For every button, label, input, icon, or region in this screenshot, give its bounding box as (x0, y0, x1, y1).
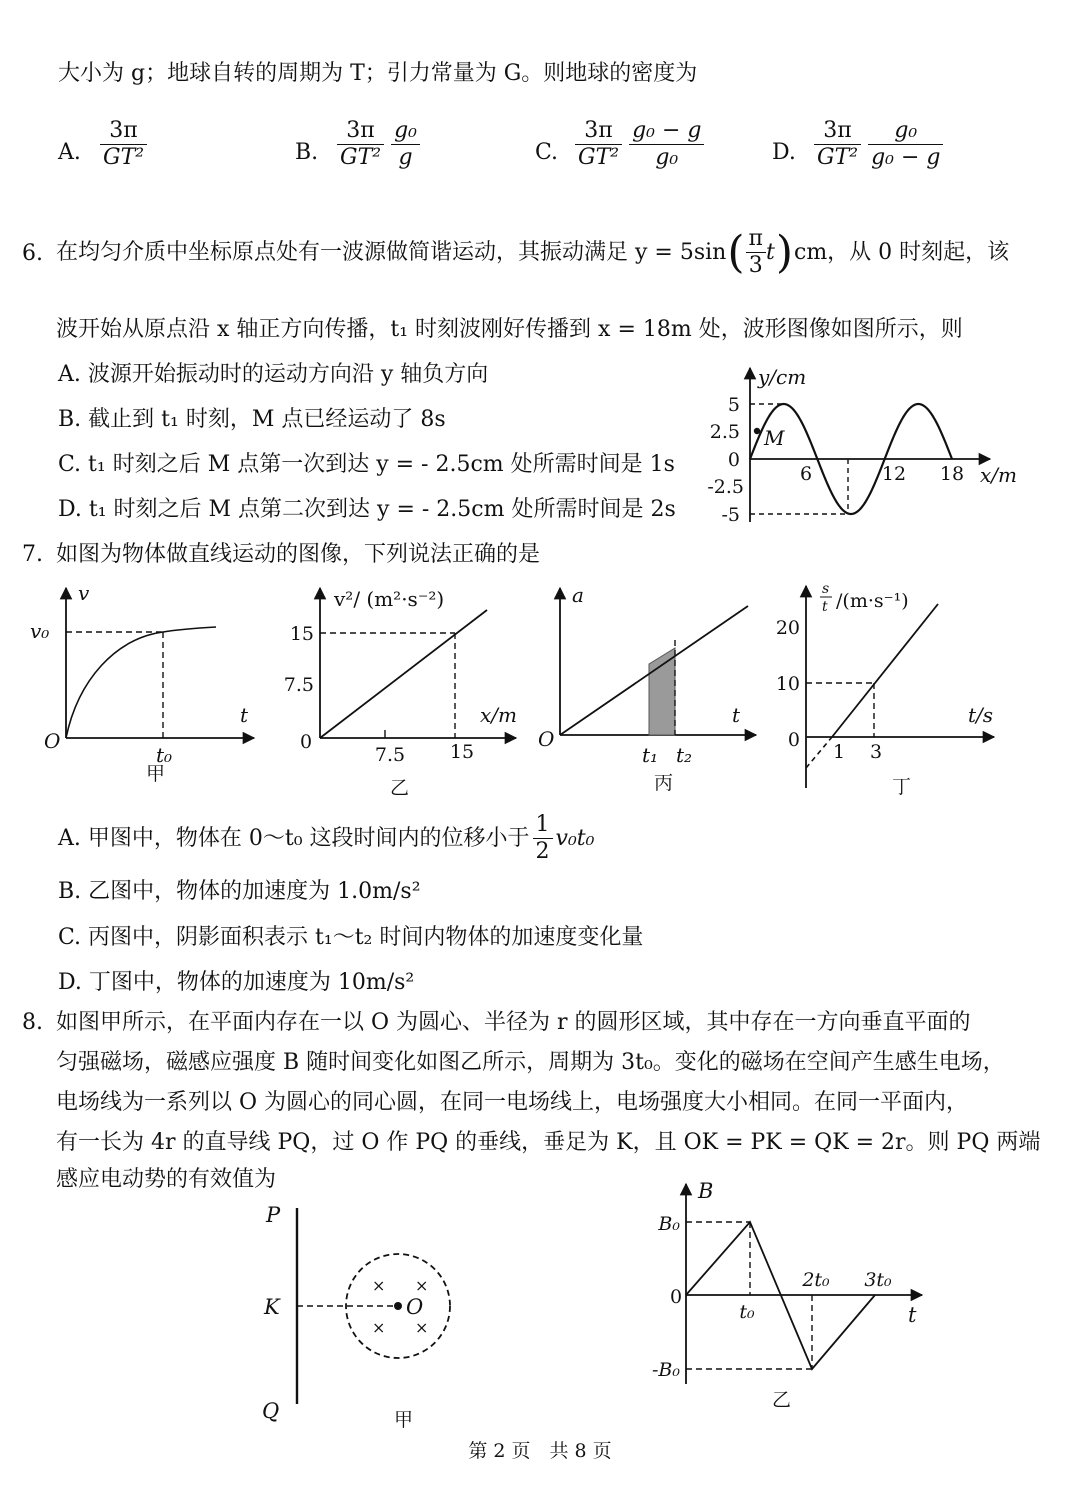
q8-yi-x-tick-3t0: 3t₀ (864, 1269, 892, 1291)
q7-option-c: C. 丙图中，阴影面积表示 t₁～t₂ 时间内物体的加速度变化量 (58, 925, 644, 950)
q7-ding-line-extension (806, 737, 832, 768)
q7-bing-caption: 丙 (654, 772, 674, 794)
q7-graph-bing (534, 580, 774, 800)
q8-yi-x-label: t (908, 1303, 917, 1327)
q7-bing-x-label: t (732, 703, 741, 727)
q5-option-a-label: A. (58, 140, 81, 165)
q7-bing-x-tick-t2: t₂ (676, 743, 693, 767)
q7-ding-x-label: t/s (968, 703, 994, 727)
q7-graph-yi (276, 580, 526, 800)
q6-y-tick-neg2-5: -2.5 (707, 476, 744, 498)
q7-graph-ding (772, 576, 1002, 801)
q8-center-o (394, 1302, 402, 1310)
q7-bing-y-label: a (572, 583, 584, 607)
q7-yi-caption: 乙 (390, 777, 410, 799)
q7-number: 7. (22, 542, 43, 567)
q7-jia-y-tick: v₀ (30, 619, 50, 643)
q7-ding-y-label-den: t (822, 599, 828, 615)
q7-ding-origin: 0 (787, 729, 800, 751)
q7-yi-line (320, 610, 487, 738)
q5-option-c-label: C. (535, 140, 559, 165)
q7-yi-x-tick-15: 15 (449, 741, 475, 763)
q8-stem-line-3: 电场线为一系列以 O 为圆心的同心圆，在同一电场线上，电场强度大小相同。在同一平面内， (56, 1090, 969, 1115)
q6-y-tick-5: 5 (727, 394, 740, 416)
q6-y-tick-2-5: 2.5 (709, 421, 740, 443)
q5-option-a-formula: $\frac{3\pi}{\text{GT²}}$ (100, 118, 147, 172)
q7-ding-line (832, 604, 938, 737)
q7-jia-y-label: v (78, 581, 90, 605)
q5-option-b-label: B. (295, 140, 319, 165)
q7-bing-shaded-area (649, 648, 675, 735)
q6-stem-line-1: 在均匀介质中坐标原点处有一波源做简谐运动，其振动满足 y = 5sin ( $\frac{\pi}{3}$ t ) cm，从 0 时刻起，该 (56, 226, 1010, 279)
q7-jia-origin: O (44, 729, 61, 753)
q7-ding-y-tick-20: 20 (775, 617, 800, 639)
q6-x-tick-18: 18 (939, 463, 965, 485)
q8-yi-y-tick-b0: B₀ (658, 1213, 680, 1235)
q7-yi-y-label: v²/ (m²·s⁻²) (334, 587, 445, 611)
q7-jia-x-tick: t₀ (156, 743, 173, 767)
q7-ding-y-label-num: s (822, 581, 830, 597)
q6-option-b: B. 截止到 t₁ 时刻，M 点已经运动了 8s (58, 407, 446, 432)
q8-number: 8. (22, 1010, 43, 1035)
q8-stem-line-5: 感应电动势的有效值为 (56, 1167, 277, 1192)
q6-point-m (754, 428, 760, 434)
q8-stem-line-2: 匀强磁场，磁感应强度 B 随时间变化如图乙所示，周期为 3t₀。变化的磁场在空间产生感生电场， (56, 1050, 1005, 1075)
q6-wave-figure (700, 362, 1030, 532)
svg-text:×: × (415, 1276, 429, 1295)
q7-option-d: D. 丁图中，物体的加速度为 10m/s² (58, 970, 415, 995)
q7-bing-x-tick-t1: t₁ (642, 743, 659, 767)
svg-text:×: × (372, 1318, 386, 1337)
q7-yi-y-tick-7-5: 7.5 (283, 674, 314, 696)
q8-jia-caption: 甲 (394, 1409, 414, 1431)
q6-stem-line-2: 波开始从原点沿 x 轴正方向传播，t₁ 时刻波刚好传播到 x = 18m 处，波形图像如图所示，则 (56, 317, 963, 342)
q8-label-p: P (266, 1203, 281, 1227)
q8-stem-line-4: 有一长为 4r 的直导线 PQ，过 O 作 PQ 的垂线，垂足为 K，且 OK = PK = QK = 2r。则 PQ 两端 (56, 1130, 1041, 1155)
q8-label-o: O (406, 1295, 424, 1319)
q8-yi-caption: 乙 (772, 1389, 792, 1411)
q6-option-d: D. t₁ 时刻之后 M 点第二次到达 y = - 2.5cm 处所需时间是 2s (58, 497, 676, 522)
q6-number: 6. (22, 241, 43, 266)
q7-option-b: B. 乙图中，物体的加速度为 1.0m/s² (58, 879, 421, 904)
q8-label-q: Q (262, 1399, 280, 1423)
q5-option-c-formula: $\frac{3\pi}{\text{GT²}}$ $\frac{\text{g₀ − g}}{\text{g₀}}$ (575, 118, 704, 172)
q8-yi-y-label: B (698, 1179, 714, 1203)
q5-option-b-formula: $\frac{3\pi}{\text{GT²}}$ $\frac{\text{g₀}}{g}$ (337, 118, 420, 172)
q8-figure-yi (646, 1178, 946, 1414)
q7-ding-x-tick-3: 3 (869, 741, 883, 763)
q5-option-d-formula: $\frac{3\pi}{\text{GT²}}$ $\frac{\text{g₀}}{\text{g₀ − g}}$ (814, 118, 943, 172)
svg-text:×: × (415, 1318, 429, 1337)
q6-option-c: C. t₁ 时刻之后 M 点第一次到达 y = - 2.5cm 处所需时间是 1s (58, 452, 675, 477)
q7-jia-caption: 甲 (146, 763, 166, 785)
q6-y-axis-label: y/cm (758, 365, 807, 389)
q8-yi-origin: 0 (670, 1286, 683, 1308)
q7-graph-jia (26, 580, 266, 790)
q8-yi-x-tick-2t0: 2t₀ (802, 1269, 830, 1291)
q7-yi-origin: 0 (300, 731, 313, 753)
q7-yi-x-label: x/m (480, 703, 517, 727)
q7-ding-x-tick-1: 1 (832, 741, 846, 763)
q7-ding-caption: 丁 (892, 776, 912, 798)
q7-bing-origin: O (538, 727, 555, 751)
q8-stem-line-1: 如图甲所示，在平面内存在一以 O 为圆心、半径为 r 的圆形区域，其中存在一方向垂直平面的 (56, 1010, 971, 1035)
q6-x-tick-12: 12 (881, 463, 907, 485)
q6-point-m-label: M (764, 426, 785, 450)
q6-x-axis-label: x/m (980, 463, 1017, 487)
q5-stem: 大小为 g；地球自转的周期为 T；引力常量为 G。则地球的密度为 (58, 61, 698, 86)
q7-jia-curve (66, 627, 216, 738)
q8-figure-jia (250, 1196, 470, 1436)
q7-jia-x-label: t (240, 703, 249, 727)
q7-yi-y-tick-15: 15 (289, 623, 314, 645)
q8-label-k: K (264, 1295, 280, 1319)
q7-ding-y-label-unit: /(m·s⁻¹) (836, 590, 909, 612)
svg-text:×: × (372, 1276, 386, 1295)
q6-option-a: A. 波源开始振动时的运动方向沿 y 轴负方向 (58, 362, 489, 387)
q5-option-d-label: D. (772, 140, 796, 165)
q8-yi-x-tick-t0: t₀ (739, 1301, 755, 1323)
q7-ding-y-tick-10: 10 (775, 673, 800, 695)
q7-stem: 如图为物体做直线运动的图像，下列说法正确的是 (56, 542, 541, 567)
q6-x-tick-6: 6 (799, 463, 813, 485)
q8-yi-y-tick-neg-b0: -B₀ (652, 1359, 680, 1381)
q6-y-tick-0: 0 (727, 449, 740, 471)
page-footer: 第 2 页 共 8 页 (468, 1440, 612, 1462)
q6-y-tick-neg5: -5 (721, 504, 740, 526)
q7-option-a: A. 甲图中，物体在 0～t₀ 这段时间内的位移小于 $\frac{1}{2}$ v₀t₀ (58, 812, 595, 865)
q7-yi-x-tick-7-5: 7.5 (374, 744, 406, 766)
